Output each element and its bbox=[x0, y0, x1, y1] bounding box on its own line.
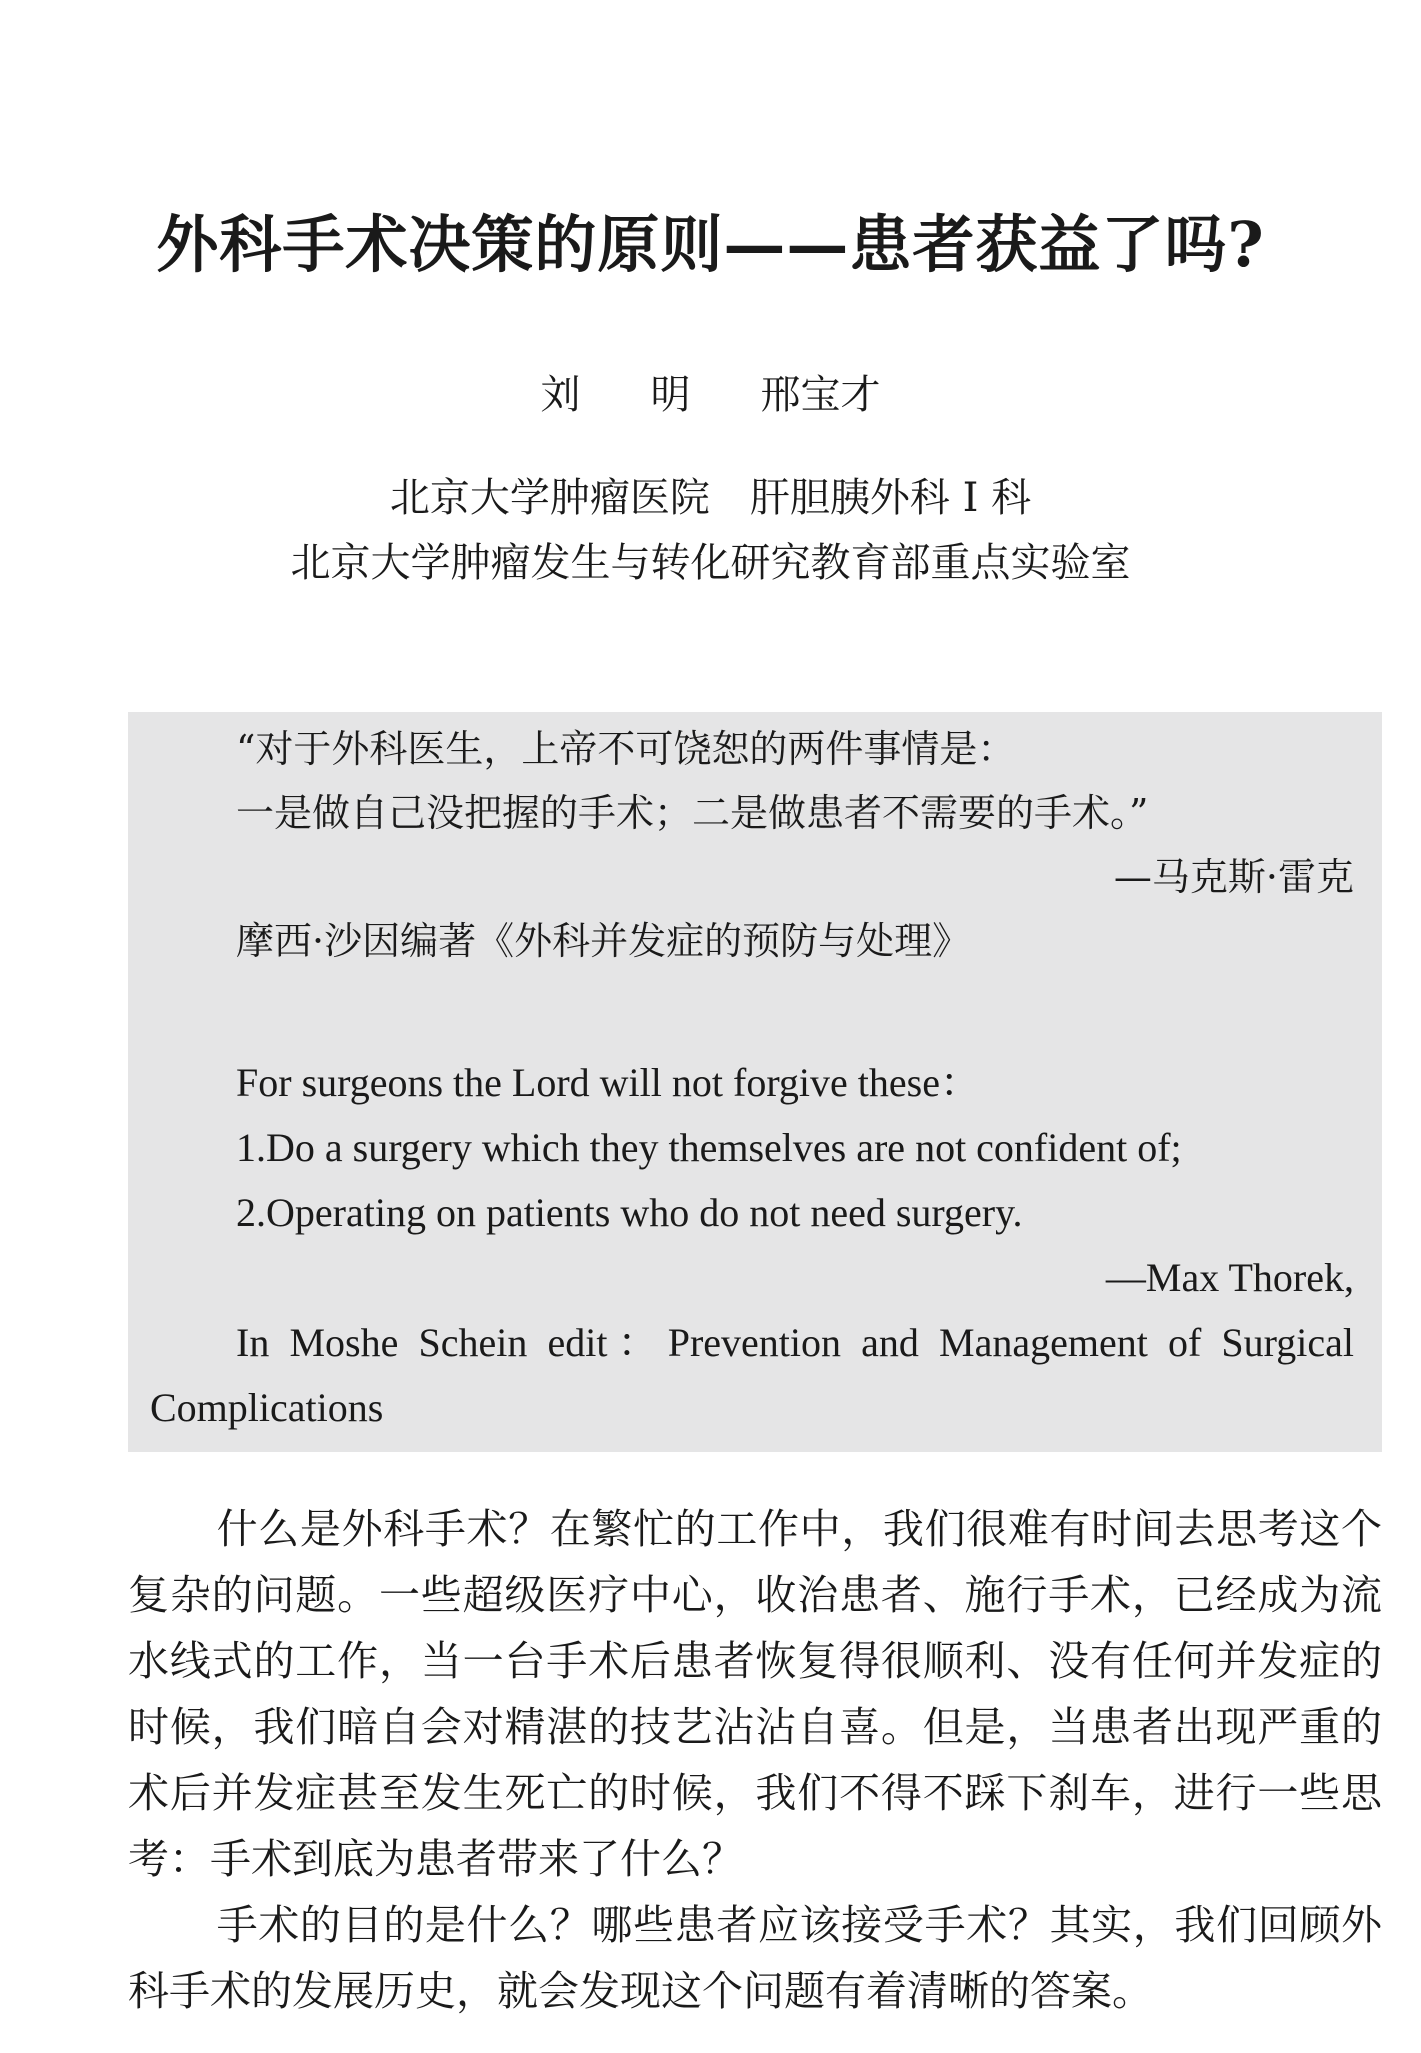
author-name: 刘 bbox=[540, 372, 581, 418]
quote-zh-attribution: —马克斯·雷克 bbox=[1113, 855, 1354, 899]
page-title: 外科手术决策的原则——患者获益了吗? bbox=[156, 208, 1265, 281]
quote-en-source: In Moshe Schein edit：Prevention and Management of Surgical bbox=[236, 1320, 1354, 1365]
quote-zh-line: “对于外科医生，上帝不可饶恕的两件事情是： bbox=[236, 727, 1016, 771]
author-list bbox=[0, 365, 1421, 425]
author-name: 明 bbox=[650, 372, 691, 418]
quote-en-source: Complications bbox=[150, 1385, 384, 1430]
quote-en-line: For surgeons the Lord will not forgive these： bbox=[236, 1060, 980, 1105]
quote-en-line: 1.Do a surgery which they themselves are not confident of; bbox=[236, 1125, 1182, 1170]
body-paragraph bbox=[128, 1892, 1382, 2024]
paragraph-text: 手术的目的是什么？哪些患者应该接受手术？其实，我们回顾外科手术的发展历史，就会发现这个问题有着清晰的答案。 bbox=[128, 1901, 1382, 2015]
quote-en-line: 2.Operating on patients who do not need surgery. bbox=[236, 1190, 1023, 1235]
affiliation: 北京大学肿瘤医院 肝胆胰外科 I 科 bbox=[389, 475, 1032, 521]
quote-zh-source: 摩西·沙因编著《外科并发症的预防与处理》 bbox=[236, 919, 971, 963]
quote-en-attribution: —Max Thorek, bbox=[1105, 1255, 1354, 1300]
body-paragraph bbox=[128, 1496, 1382, 1892]
paragraph-text: 什么是外科手术？在繁忙的工作中，我们很难有时间去思考这个复杂的问题。一些超级医疗中心，收治患者、施行手术，已经成为流水线式的工作，当一台手术后患者恢复得很顺利、没有任何并发症的时候，我们暗自会对精湛的技艺沾沾自喜。但是，当患者出现严重的术后并发症甚至发生死亡的时候，我们不得不踩下刹车，进行一些思考：手术到底为患者带来了什么？ bbox=[128, 1505, 1382, 1883]
affiliation: 北京大学肿瘤发生与转化研究教育部重点实验室 bbox=[290, 540, 1131, 586]
author-name: 邢宝才 bbox=[760, 372, 881, 418]
epigraph-box bbox=[128, 712, 1382, 1452]
quote-zh-line: 一是做自己没把握的手术；二是做患者不需要的手术。” bbox=[236, 791, 1149, 835]
